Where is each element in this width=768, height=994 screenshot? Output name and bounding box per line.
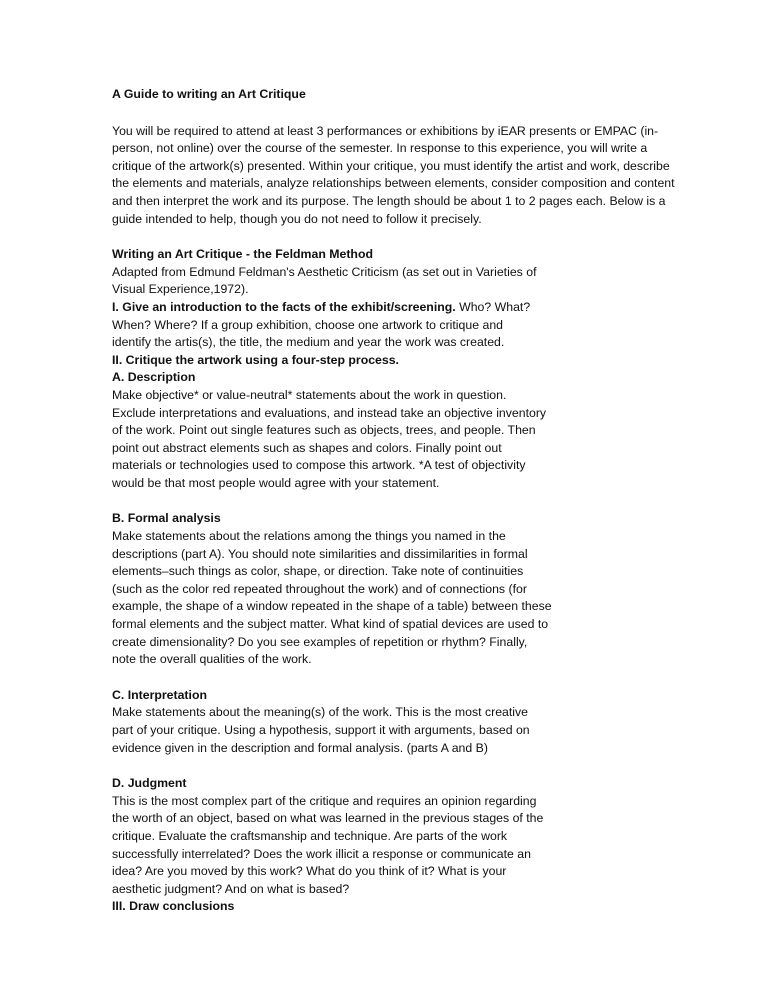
roman-one-paragraph	[112, 299, 537, 352]
document-body	[112, 86, 687, 916]
section-d-heading: D. Judgment	[112, 776, 187, 791]
roman-one-text: Who? What? When? Where? If a group exhibition, choose one artwork to critique and identify the artis(s), the title, the medium and year the work was created.	[112, 299, 531, 350]
method-heading: Writing an Art Critique - the Feldman Method	[112, 247, 373, 262]
section-c-body: Make statements about the meaning(s) of the work. This is the most creative part of your critique. Using a hypothesis, support it with arguments, based on evidence given in the description and formal analysis. (parts A and B)	[112, 705, 530, 755]
page-title: A Guide to writing an Art Critique	[112, 87, 306, 101]
roman-two-heading: II. Critique the artwork using a four-step process.	[112, 352, 399, 367]
method-source: Adapted from Edmund Feldman's Aesthetic Criticism (as set out in Varieties of Visual Experience,1972).	[112, 264, 537, 297]
roman-one-label: I. Give an introduction to the facts of the exhibit/screening.	[112, 299, 456, 314]
roman-three-heading: III. Draw conclusions	[112, 899, 235, 914]
section-d-body: This is the most complex part of the critique and requires an opinion regarding the worth of an object, based on what was learned in the previous stages of the critique. Evaluate the craftsmanship and technique. Are parts of the work successfully interrelated? Does the work illicit a response or communicate an idea? Are you moved by this work? What do you think of it? What is your aesthetic judgment? And on what is based?	[112, 793, 544, 896]
section-b-heading: B. Formal analysis	[112, 511, 221, 526]
section-a-body: Make objective* or value-neutral* statements about the work in question. Exclude interpretations and evaluations, and instead take an objective inventory of the work. Point out single features such as objects, trees, and people. Then point out abstract elements such as shapes and colors. Finally point out materials or technologies used to compose this artwork. *A test of objectivity would be that most people would agree with your statement.	[112, 387, 547, 490]
section-c-heading: C. Interpretation	[112, 687, 207, 702]
section-b-body: Make statements about the relations among the things you named in the descriptions (part A). You should note similarities and dissimilarities in formal elements–such things as color, shape, or direction. Take note of continuities (such as the color red repeated throughout the work) and of connections (for example, the shape of a window repeated in the shape of a table) between these formal elements and the subject matter. What kind of spatial devices are used to create dimensionality? Do you see examples of repetition or rhythm? Finally, note the overall qualities of the work.	[112, 529, 552, 667]
intro-paragraph: You will be required to attend at least 3 performances or exhibitions by iEAR presents or EMPAC (in-person, not online) over the course of the semester. In response to this experience, you will write a critique of the artwork(s) presented. Within your critique, you must identify the artist and work, describe the elements and materials, analyze relationships between elements, consider composition and content and then interpret the work and its purpose. The length should be about 1 to 2 pages each. Below is a guide intended to help, though you do not need to follow it precisely.	[112, 123, 675, 226]
section-a-heading: A. Description	[112, 370, 196, 385]
